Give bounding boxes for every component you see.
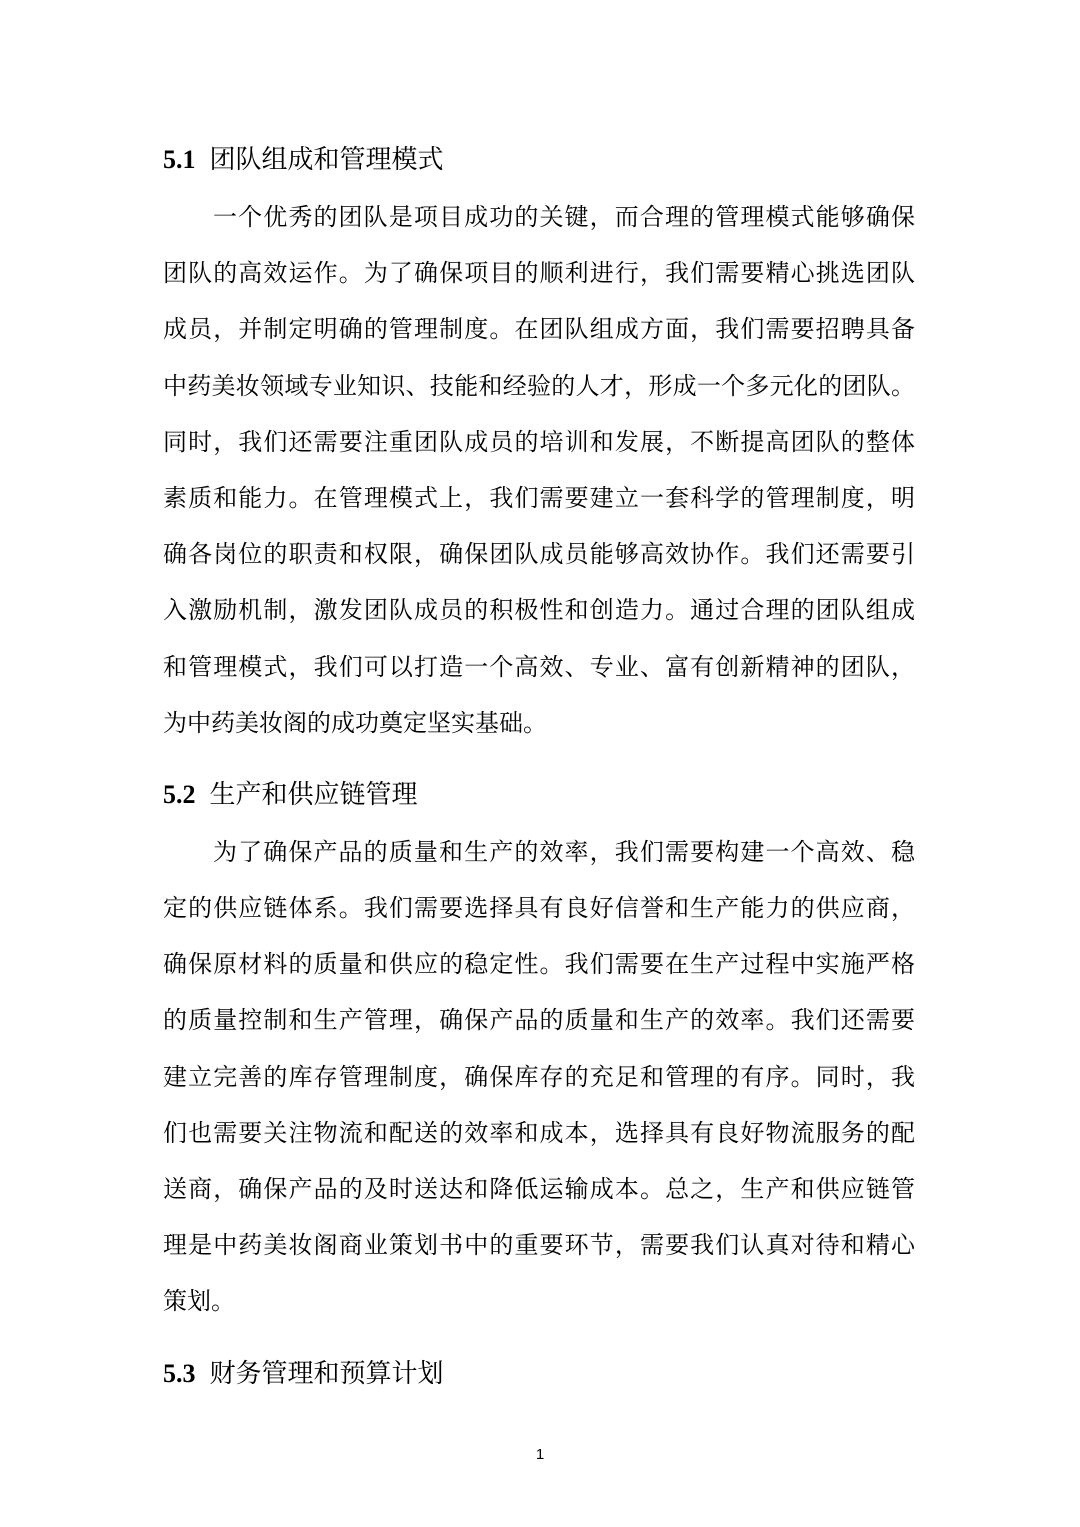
section-number: 5.1 xyxy=(163,145,196,174)
paragraph-line: 为了确保产品的质量和生产的效率，我们需要构建一个高效、稳 xyxy=(213,839,915,866)
paragraph-line: 理是中药美妆阁商业策划书中的重要环节，需要我们认真对待和精心 xyxy=(163,1233,915,1260)
paragraph xyxy=(163,825,915,1331)
paragraph-line: 为中药美妆阁的成功奠定坚实基础。 xyxy=(163,710,547,737)
paragraph-line: 确各岗位的职责和权限，确保团队成员能够高效协作。我们还需要引 xyxy=(163,542,915,569)
section-title: 生产和供应链管理 xyxy=(209,779,418,809)
paragraph-line: 策划。 xyxy=(163,1289,235,1316)
paragraph xyxy=(163,190,915,752)
section-title: 团队组成和管理模式 xyxy=(209,145,444,174)
paragraph-line: 入激励机制，激发团队成员的积极性和创造力。通过合理的团队组成 xyxy=(163,598,915,625)
page-number: 1 xyxy=(535,1446,545,1463)
paragraph-line: 确保原材料的质量和供应的稳定性。我们需要在生产过程中实施严格 xyxy=(163,952,915,979)
paragraph-line: 和管理模式，我们可以打造一个高效、专业、富有创新精神的团队， xyxy=(163,654,915,681)
paragraph-line: 一个优秀的团队是项目成功的关键，而合理的管理模式能够确保 xyxy=(213,205,915,231)
paragraph-line: 的质量控制和生产管理，确保产品的质量和生产的效率。我们还需要 xyxy=(163,1008,915,1035)
section-heading xyxy=(163,1346,915,1402)
paragraph-line: 送商，确保产品的及时送达和降低运输成本。总之，生产和供应链管 xyxy=(163,1177,915,1203)
section-title: 财务管理和预算计划 xyxy=(209,1358,444,1388)
paragraph-line: 中药美妆领域专业知识、技能和经验的人才，形成一个多元化的团队。 xyxy=(163,373,915,400)
section-number: 5.2 xyxy=(163,779,196,809)
paragraph-line: 定的供应链体系。我们需要选择具有良好信誉和生产能力的供应商， xyxy=(163,896,915,923)
section-number: 5.3 xyxy=(163,1358,196,1388)
paragraph-line: 们也需要关注物流和配送的效率和成本，选择具有良好物流服务的配 xyxy=(163,1120,915,1147)
paragraph-line: 建立完善的库存管理制度，确保库存的充足和管理的有序。同时，我 xyxy=(163,1064,915,1091)
section-heading xyxy=(163,767,915,823)
page-content xyxy=(163,132,915,1404)
section-heading xyxy=(163,132,915,188)
paragraph-line: 成员，并制定明确的管理制度。在团队组成方面，我们需要招聘具备 xyxy=(163,317,915,344)
paragraph-line: 团队的高效运作。为了确保项目的顺利进行，我们需要精心挑选团队 xyxy=(163,261,915,288)
paragraph-line: 素质和能力。在管理模式上，我们需要建立一套科学的管理制度，明 xyxy=(163,485,915,512)
paragraph-line: 同时，我们还需要注重团队成员的培训和发展，不断提高团队的整体 xyxy=(163,429,915,456)
